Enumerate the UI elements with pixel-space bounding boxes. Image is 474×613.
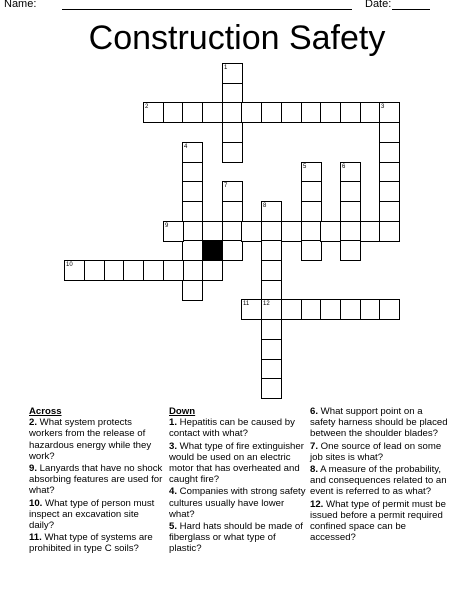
clue-number: 7 — [224, 183, 228, 189]
clue-item-text: What type of permit must be issued before a permit required confined space can be accessed? — [310, 498, 446, 544]
clue-item-number: 6. — [310, 406, 319, 417]
grid-cell[interactable] — [163, 260, 184, 281]
down-clues-continued — [310, 406, 450, 544]
grid-cell[interactable] — [379, 122, 400, 143]
name-field-line[interactable] — [62, 9, 352, 10]
clue-number: 11 — [243, 301, 250, 307]
grid-cell[interactable] — [163, 102, 184, 123]
grid-cell[interactable] — [301, 299, 322, 320]
grid-cell[interactable] — [320, 221, 341, 242]
clue-item — [169, 486, 307, 520]
clue-number: 8 — [263, 203, 267, 209]
page-title: Construction Safety — [88, 19, 386, 57]
clue-item-number: 5. — [169, 521, 178, 533]
grid-cell[interactable] — [143, 260, 164, 281]
grid-cell[interactable] — [301, 181, 322, 202]
grid-cell[interactable] — [123, 260, 144, 281]
grid-cell[interactable] — [261, 359, 282, 380]
clue-item-text: Hepatitis can be caused by contact with what? — [169, 417, 295, 440]
grid-cell[interactable] — [340, 299, 361, 320]
clue-item — [310, 406, 450, 440]
grid-cell[interactable] — [104, 260, 125, 281]
date-field-line[interactable] — [392, 9, 430, 10]
across-heading: Across — [29, 406, 62, 417]
grid-cell[interactable] — [182, 280, 203, 301]
grid-cell[interactable] — [261, 339, 282, 360]
clue-item — [29, 532, 165, 554]
down-clues — [169, 406, 307, 556]
clue-item-number: 11. — [29, 532, 42, 544]
grid-cell[interactable] — [360, 221, 381, 242]
clue-item-text: Lanyards that have no shock absorbing features are used for what? — [29, 463, 163, 497]
down-heading: Down — [169, 406, 196, 417]
black-square — [202, 240, 223, 261]
grid-cell[interactable] — [281, 221, 302, 242]
clue-item-text: What type of fire extinguisher would be used on an electric motor that has overheated and caught fire? — [169, 440, 304, 486]
grid-cell[interactable] — [182, 181, 203, 202]
grid-cell[interactable] — [182, 240, 203, 261]
grid-cell[interactable] — [379, 181, 400, 202]
grid-cell[interactable] — [340, 201, 361, 222]
clue-number: 9 — [165, 223, 169, 229]
clue-item — [29, 463, 165, 497]
clue-number: 6 — [342, 164, 346, 170]
clue-number: 2 — [145, 104, 149, 110]
clue-item-number: 9. — [29, 463, 38, 475]
date-label: Date: — [365, 0, 392, 10]
grid-cell[interactable] — [261, 260, 282, 281]
grid-cell[interactable] — [379, 299, 400, 320]
grid-cell[interactable] — [281, 299, 302, 320]
clue-item-number: 3. — [169, 440, 178, 452]
clue-item-number: 7. — [310, 440, 319, 452]
clue-item-number: 2. — [29, 417, 38, 429]
grid-cell[interactable] — [202, 221, 223, 242]
clue-item-text: A measure of the probability, and consequences related to an event is referred to as what? — [310, 464, 447, 498]
clue-item — [310, 499, 450, 544]
clue-item — [169, 417, 307, 439]
clue-number: 3 — [381, 104, 385, 110]
clue-item-text: Companies with strong safety cultures usually have lower what? — [169, 486, 306, 520]
clue-item-text: Hard hats should be made of fiberglass or what type of plastic? — [169, 521, 303, 555]
grid-cell[interactable] — [222, 201, 243, 222]
grid-cell[interactable] — [301, 240, 322, 261]
grid-cell[interactable] — [320, 299, 341, 320]
grid-cell[interactable] — [261, 378, 282, 399]
grid-cell[interactable] — [301, 201, 322, 222]
grid-cell[interactable] — [241, 221, 262, 242]
clue-item — [29, 498, 165, 532]
grid-cell[interactable] — [340, 181, 361, 202]
grid-cell[interactable] — [281, 102, 302, 123]
grid-cell[interactable] — [261, 319, 282, 340]
clue-item-number: 1. — [169, 417, 178, 429]
grid-cell[interactable] — [222, 83, 243, 104]
grid-cell[interactable] — [379, 142, 400, 163]
clue-item-text: What system protects workers from the release of hazardous energy while they work? — [29, 417, 152, 462]
clue-item-number: 10. — [29, 497, 43, 509]
grid-cell[interactable] — [261, 280, 282, 301]
grid-cell[interactable] — [301, 102, 322, 123]
clue-item — [169, 521, 307, 555]
clue-item-number: 4. — [169, 486, 178, 498]
clue-item-number: 12. — [310, 498, 324, 510]
clue-item — [169, 441, 307, 486]
clue-number: 4 — [184, 144, 188, 150]
clue-number: 1 — [224, 65, 228, 71]
clue-number: 5 — [303, 164, 307, 170]
grid-cell[interactable] — [320, 102, 341, 123]
grid-cell[interactable] — [340, 221, 361, 242]
grid-cell[interactable] — [222, 122, 243, 143]
grid-cell[interactable] — [182, 201, 203, 222]
clue-item — [29, 417, 165, 462]
grid-cell[interactable] — [340, 240, 361, 261]
grid-cell[interactable] — [202, 260, 223, 281]
clue-item — [310, 441, 450, 463]
grid-cell[interactable] — [222, 221, 243, 242]
clue-number: 10 — [66, 262, 73, 268]
name-date-header — [0, 0, 474, 14]
clue-number: 12 — [263, 301, 270, 307]
grid-cell[interactable] — [301, 221, 322, 242]
clue-item — [310, 464, 450, 498]
clue-item-text: What type of person must inspect an excavation site daily? — [29, 497, 155, 532]
grid-cell[interactable] — [84, 260, 105, 281]
grid-cell[interactable] — [379, 221, 400, 242]
across-clues — [29, 406, 165, 556]
grid-cell[interactable] — [360, 299, 381, 320]
clue-item-text: What support point on a safety harness should be placed between the shoulder blades? — [310, 406, 448, 440]
grid-cell[interactable] — [261, 221, 282, 242]
grid-cell[interactable] — [202, 102, 223, 123]
clue-item-text: One source of lead on some job sites is what? — [310, 440, 442, 463]
grid-cell[interactable] — [222, 142, 243, 163]
grid-cell[interactable] — [261, 102, 282, 123]
clue-item-number: 8. — [310, 464, 319, 476]
grid-cell[interactable] — [261, 240, 282, 261]
grid-cell[interactable] — [222, 102, 243, 123]
grid-cell[interactable] — [340, 102, 361, 123]
grid-cell[interactable] — [241, 102, 262, 123]
grid-cell[interactable] — [182, 221, 203, 242]
grid-cell[interactable] — [379, 201, 400, 222]
grid-cell[interactable] — [182, 102, 203, 123]
clue-item-text: What type of systems are prohibited in type C soils? — [29, 532, 153, 555]
grid-cell[interactable] — [182, 162, 203, 183]
grid-cell[interactable] — [360, 102, 381, 123]
name-label: Name: — [4, 0, 37, 10]
grid-cell[interactable] — [379, 162, 400, 183]
grid-cell[interactable] — [182, 260, 203, 281]
grid-cell[interactable] — [222, 240, 243, 261]
